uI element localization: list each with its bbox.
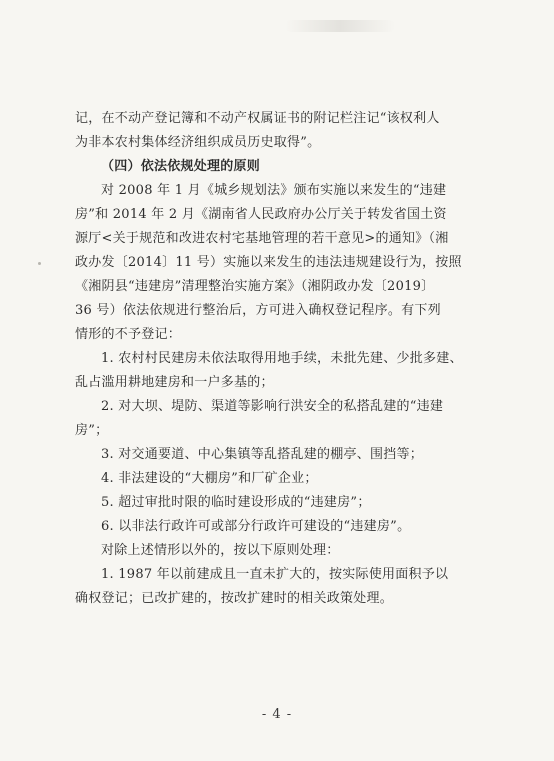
list-item-continuation: 房”； [75,423,109,438]
paragraph-line: 房”和 2014 年 2 月《湖南省人民政府办公厅关于转发省国土资 [75,207,447,222]
paragraph-line: 记，在不动产登记簿和不动产权属证书的附记栏注记“该权利人 [75,111,440,126]
scan-smudge [285,20,395,32]
list-item: 1. 农村村民建房未依法取得用地手续，未批先建、少批多建、 [101,351,463,366]
paragraph-line: 政办发〔2014〕11 号）实施以来发生的违法违规建设行为，按照 [75,255,462,270]
list-item: 1. 1987 年以前建成且一直未扩大的，按实际使用面积予以 [101,567,449,582]
list-item-continuation: 乱占滥用耕地建房和一户多基的； [75,375,274,390]
body-text [75,107,485,611]
section-heading: （四）依法依规处理的原则 [101,159,261,174]
paragraph-line: 对 2008 年 1 月《城乡规划法》颁布实施以来发生的“违建 [101,183,447,198]
list-item: 4. 非法建设的“大棚房”和厂矿企业； [101,471,318,486]
list-item: 3. 对交通要道、中心集镇等乱搭乱建的棚亭、围挡等； [101,447,424,462]
paragraph-line: 36 号）依法依规进行整治后，方可进入确权登记程序。有下列 [75,303,441,318]
list-item: 6. 以非法行政许可或部分行政许可建设的“违建房”。 [101,519,411,534]
paragraph-line: 为非本农村集体经济组织成员历史取得”。 [75,135,321,150]
page-number: - 4 - [261,707,293,722]
margin-mark [38,262,41,265]
list-item: 5. 超过审批时限的临时建设形成的“违建房”； [101,495,371,510]
list-item: 2. 对大坝、堤防、渠道等影响行洪安全的私搭乱建的“违建 [101,399,444,414]
paragraph-line: 源厅<关于规范和改进农村宅基地管理的若干意见>的通知》（湘 [75,231,449,246]
paragraph-line: 情形的不予登记： [75,327,182,342]
paragraph-line: 对除上述情形以外的，按以下原则处理： [101,543,340,558]
list-item-continuation: 确权登记；已改扩建的，按改扩建时的相关政策处理。 [75,591,394,606]
paragraph-line: 《湘阴县“违建房”清理整治实施方案》（湘阴政办发〔2019〕 [75,279,435,294]
